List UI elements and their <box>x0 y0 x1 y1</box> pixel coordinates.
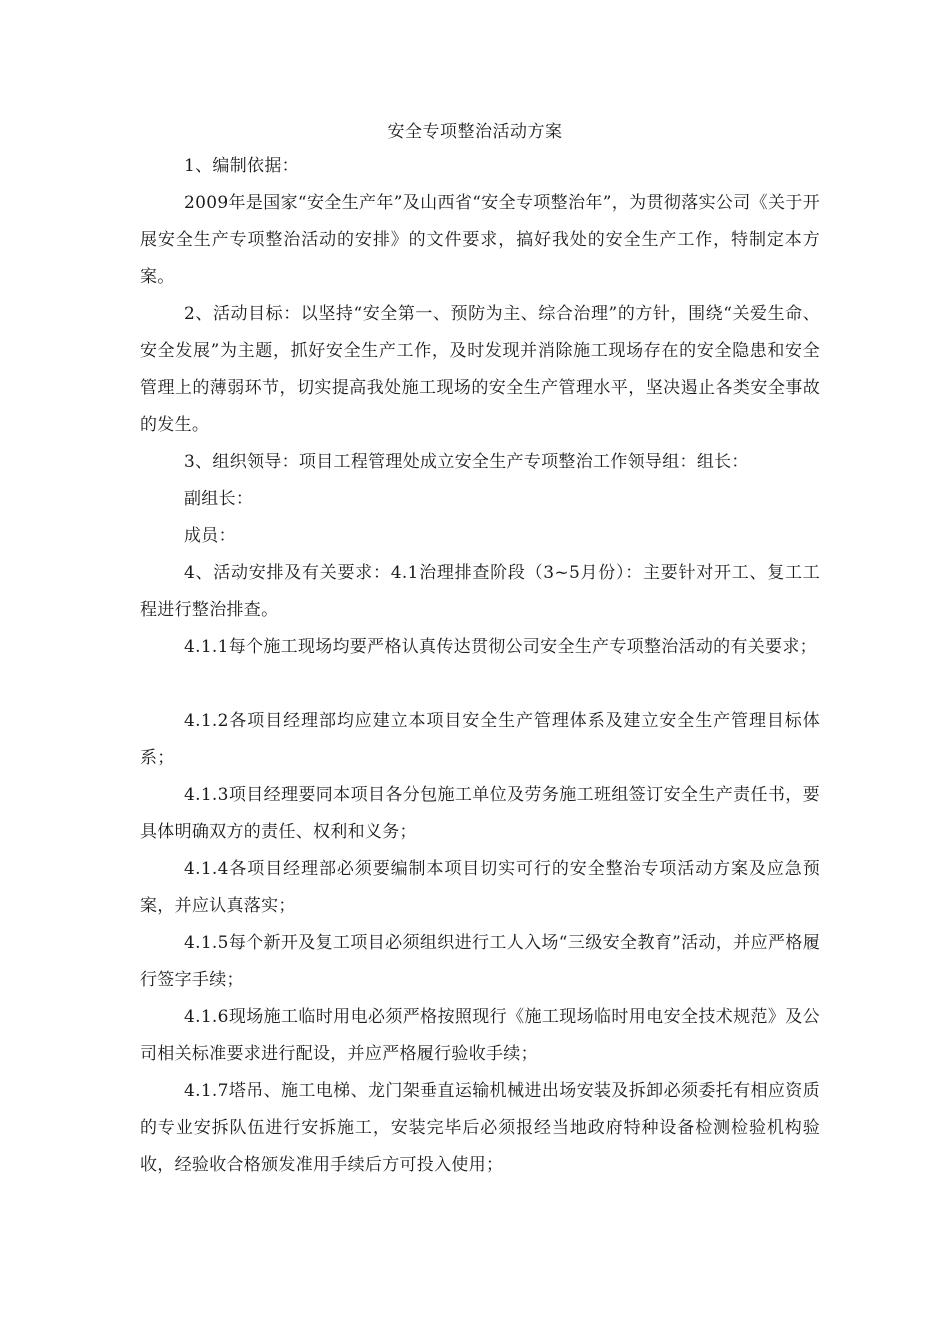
paragraph-members: 成员： <box>184 526 236 546</box>
paragraph-4-1-6: 4.1.6现场施工临时用电必须严格按照现行《施工现场临时用电安全技术规范》及公司相关标准要求进行配设，并应严格履行验收手续； <box>140 1007 820 1064</box>
paragraph-activity-arrangement: 4、活动安排及有关要求：4.1治理排查阶段（3~5月份）：主要针对开工、复工工程进行整治排查。 <box>140 563 820 620</box>
paragraph-4-1-7: 4.1.7塔吊、施工电梯、龙门架垂直运输机械进出场安装及拆卸必须委托有相应资质的专业安拆队伍进行安拆施工，安装完毕后必须报经当地政府特种设备检测检验机构验收，经验收合格颁发准用手续后方可投入使用； <box>140 1081 820 1175</box>
paragraph-4-1-4: 4.1.4各项目经理部必须要编制本项目切实可行的安全整治专项活动方案及应急预案，并应认真落实； <box>140 859 820 916</box>
paragraph-4-1-3: 4.1.3项目经理要同本项目各分包施工单位及劳务施工班组签订安全生产责任书，要具体明确双方的责任、权利和义务； <box>140 785 820 842</box>
paragraph-leadership: 3、组织领导：项目工程管理处成立安全生产专项整治工作领导组：组长： <box>184 452 749 472</box>
paragraph-4-1-1: 4.1.1每个施工现场均要严格认真传达贯彻公司安全生产专项整治活动的有关要求； <box>184 637 817 657</box>
paragraph-4-1-5: 4.1.5每个新开及复工项目必须组织进行工人入场“三级安全教育”活动，并应严格履行签字手续； <box>140 933 820 990</box>
paragraph-basis-heading: 1、编制依据： <box>184 156 299 176</box>
paragraph-4-1-2: 4.1.2各项目经理部均应建立本项目安全生产管理体系及建立安全生产管理目标体系； <box>140 711 820 768</box>
paragraph-goal: 2、活动目标：以坚持“安全第一、预防为主、综合治理”的方针，围绕“关爱生命、安全发展”为主题，抓好安全生产工作，及时发现并消除施工现场存在的安全隐患和安全管理上的薄弱环节，切实提高我处施工现场的安全生产管理水平，坚决遏止各类安全事故的发生。 <box>140 304 820 435</box>
paragraph-deputy-leader: 副组长： <box>184 489 254 509</box>
paragraph-basis-body: 2009年是国家“安全生产年”及山西省“安全专项整治年”，为贯彻落实公司《关于开展安全生产专项整治活动的安排》的文件要求，搞好我处的安全生产工作，特制定本方案。 <box>140 193 820 287</box>
document-title: 安全专项整治活动方案 <box>387 122 563 142</box>
